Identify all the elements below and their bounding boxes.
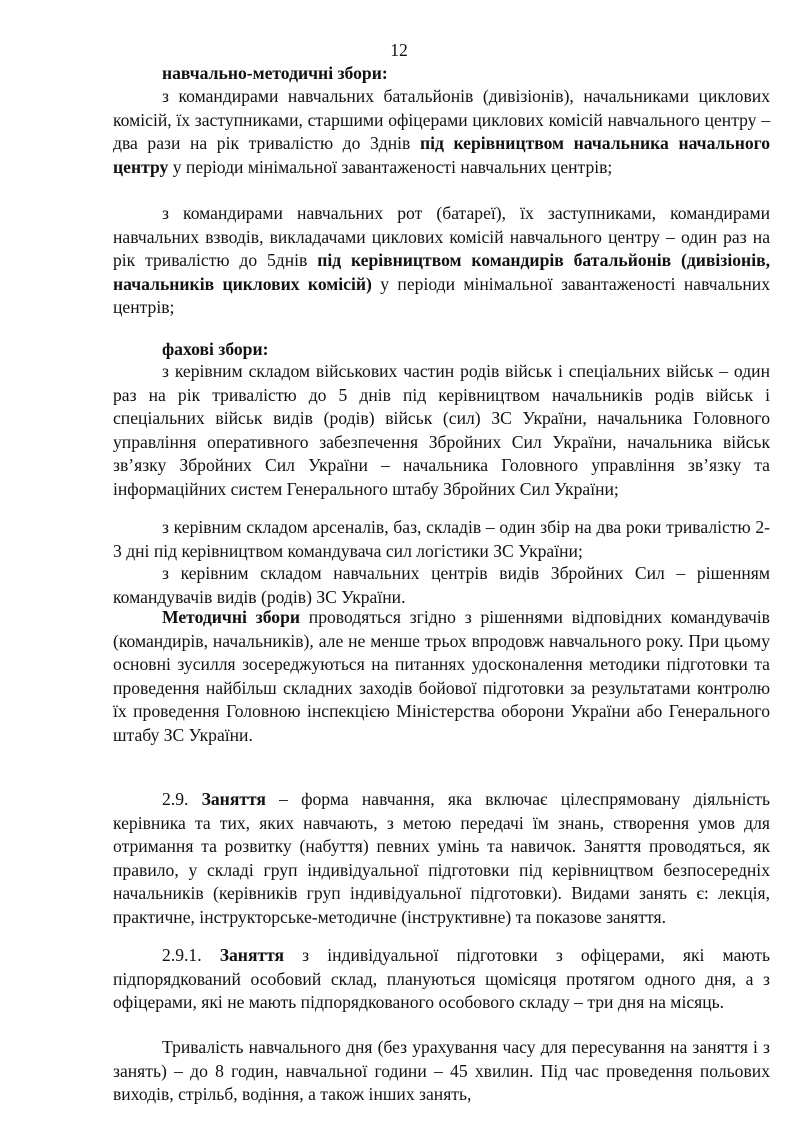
paragraph-training-day-duration: Тривалість навчального дня (без урахування часу для пересування на заняття і з занять) – до 8 годин, навчальної години – 45 хвилин. Під час проведення польових виходів, стрільб, водіння, а також інших занять, xyxy=(113,1037,770,1104)
paragraph-bold: Методичні збори xyxy=(162,607,301,627)
paragraph-text: – форма навчання, яка включає цілеспрямовану діяльність керівника та тих, яких навчають, з метою передачі їм знань, створення умов для отримання та розвитку (набуття) певних умінь та навичок. Заняття проводяться, як правило, у складі груп індивідуальної підготовки під керівництвом безпосередніх начальників (керівників груп індивідуальної підготовки). Видами занять є: лекція, практичне, інструкторське-методичне (інструктивне) та показове заняття. xyxy=(113,789,770,927)
heading-professional-training: фахові збори: xyxy=(162,339,269,359)
paragraph-text: проводяться згідно з рішеннями відповідних командувачів (командирів, начальників), але не менше трьох впродовж навчального року. При цьому основні зусилля зосереджуються на питаннях удосконалення методики підготовки та проведення найбільш складних заходів бойової підготовки за результатами контролю їх проведення Головною інспекцією Міністерства оборони України або Генерального штабу ЗС України. xyxy=(113,607,770,745)
paragraph-company-commanders xyxy=(113,202,770,320)
paragraph-bold: під керівництвом командирів батальйонів (дивізіонів, начальників циклових комісій) xyxy=(113,250,770,294)
paragraph-training-centers: з керівним складом навчальних центрів видів Збройних Сил – рішенням командувачів видів (родів) ЗС України. xyxy=(113,563,770,607)
paragraph-text: з командирами навчальних рот (батареї), їх заступниками, командирами навчальних взводів, викладачами циклових комісій навчального центру – один раз на рік тривалістю до 5днів xyxy=(113,203,770,270)
paragraph-military-units: з керівним складом військових частин родів військ і спеціальних військ – один раз на рік тривалістю до 5 днів під керівництвом начальників родів військ і спеціальних військ видів (родів) військ (сил) ЗС України, начальника Головного управління оперативного забезпечення Збройних Сил України, начальника військ зв’язку Збройних Сил України – начальника Головного управління зв’язку та інформаційних систем Генерального штабу Збройних Сил України; xyxy=(113,361,770,499)
paragraph-tail: у періоди мінімальної завантаженості навчальних центрів; xyxy=(113,273,770,317)
heading-methodical-training: навчально-методичні збори: xyxy=(162,63,388,83)
section-number: 2.9. xyxy=(162,789,202,809)
paragraph-section-2-9-1 xyxy=(113,944,770,1015)
paragraph-text: з командирами навчальних батальйонів (дивізіонів), начальниками циклових комісій, їх заступниками, старшими офіцерами циклових комісій навчального центру – два рази на рік тривалістю до 3днів xyxy=(113,86,770,153)
paragraph-text: з індивідуальної підготовки з офіцерами, які мають підпорядкований особовий склад, плануються щомісяця протягом одного дня, а з офіцерами, які не мають підпорядкованого особового складу – три дня на місяць. xyxy=(113,945,771,1012)
paragraph-bold: Заняття xyxy=(219,945,285,965)
paragraph-tail: у періоди мінімальної завантаженості навчальних центрів; xyxy=(168,156,613,177)
paragraph-methodical-meetings xyxy=(113,606,770,747)
paragraph-battalion-commanders xyxy=(113,85,770,179)
section-number: 2.9.1. xyxy=(162,945,220,965)
paragraph-section-2-9 xyxy=(113,788,770,929)
paragraph-arsenals: з керівним складом арсеналів, баз, складів – один збір на два роки тривалістю 2-3 дні під керівництвом командувача сил логістики ЗС України; xyxy=(113,517,770,561)
paragraph-bold: під керівництвом начальника начального центру xyxy=(113,133,771,177)
page-number: 12 xyxy=(390,40,408,60)
paragraph-bold: Заняття xyxy=(201,789,266,809)
